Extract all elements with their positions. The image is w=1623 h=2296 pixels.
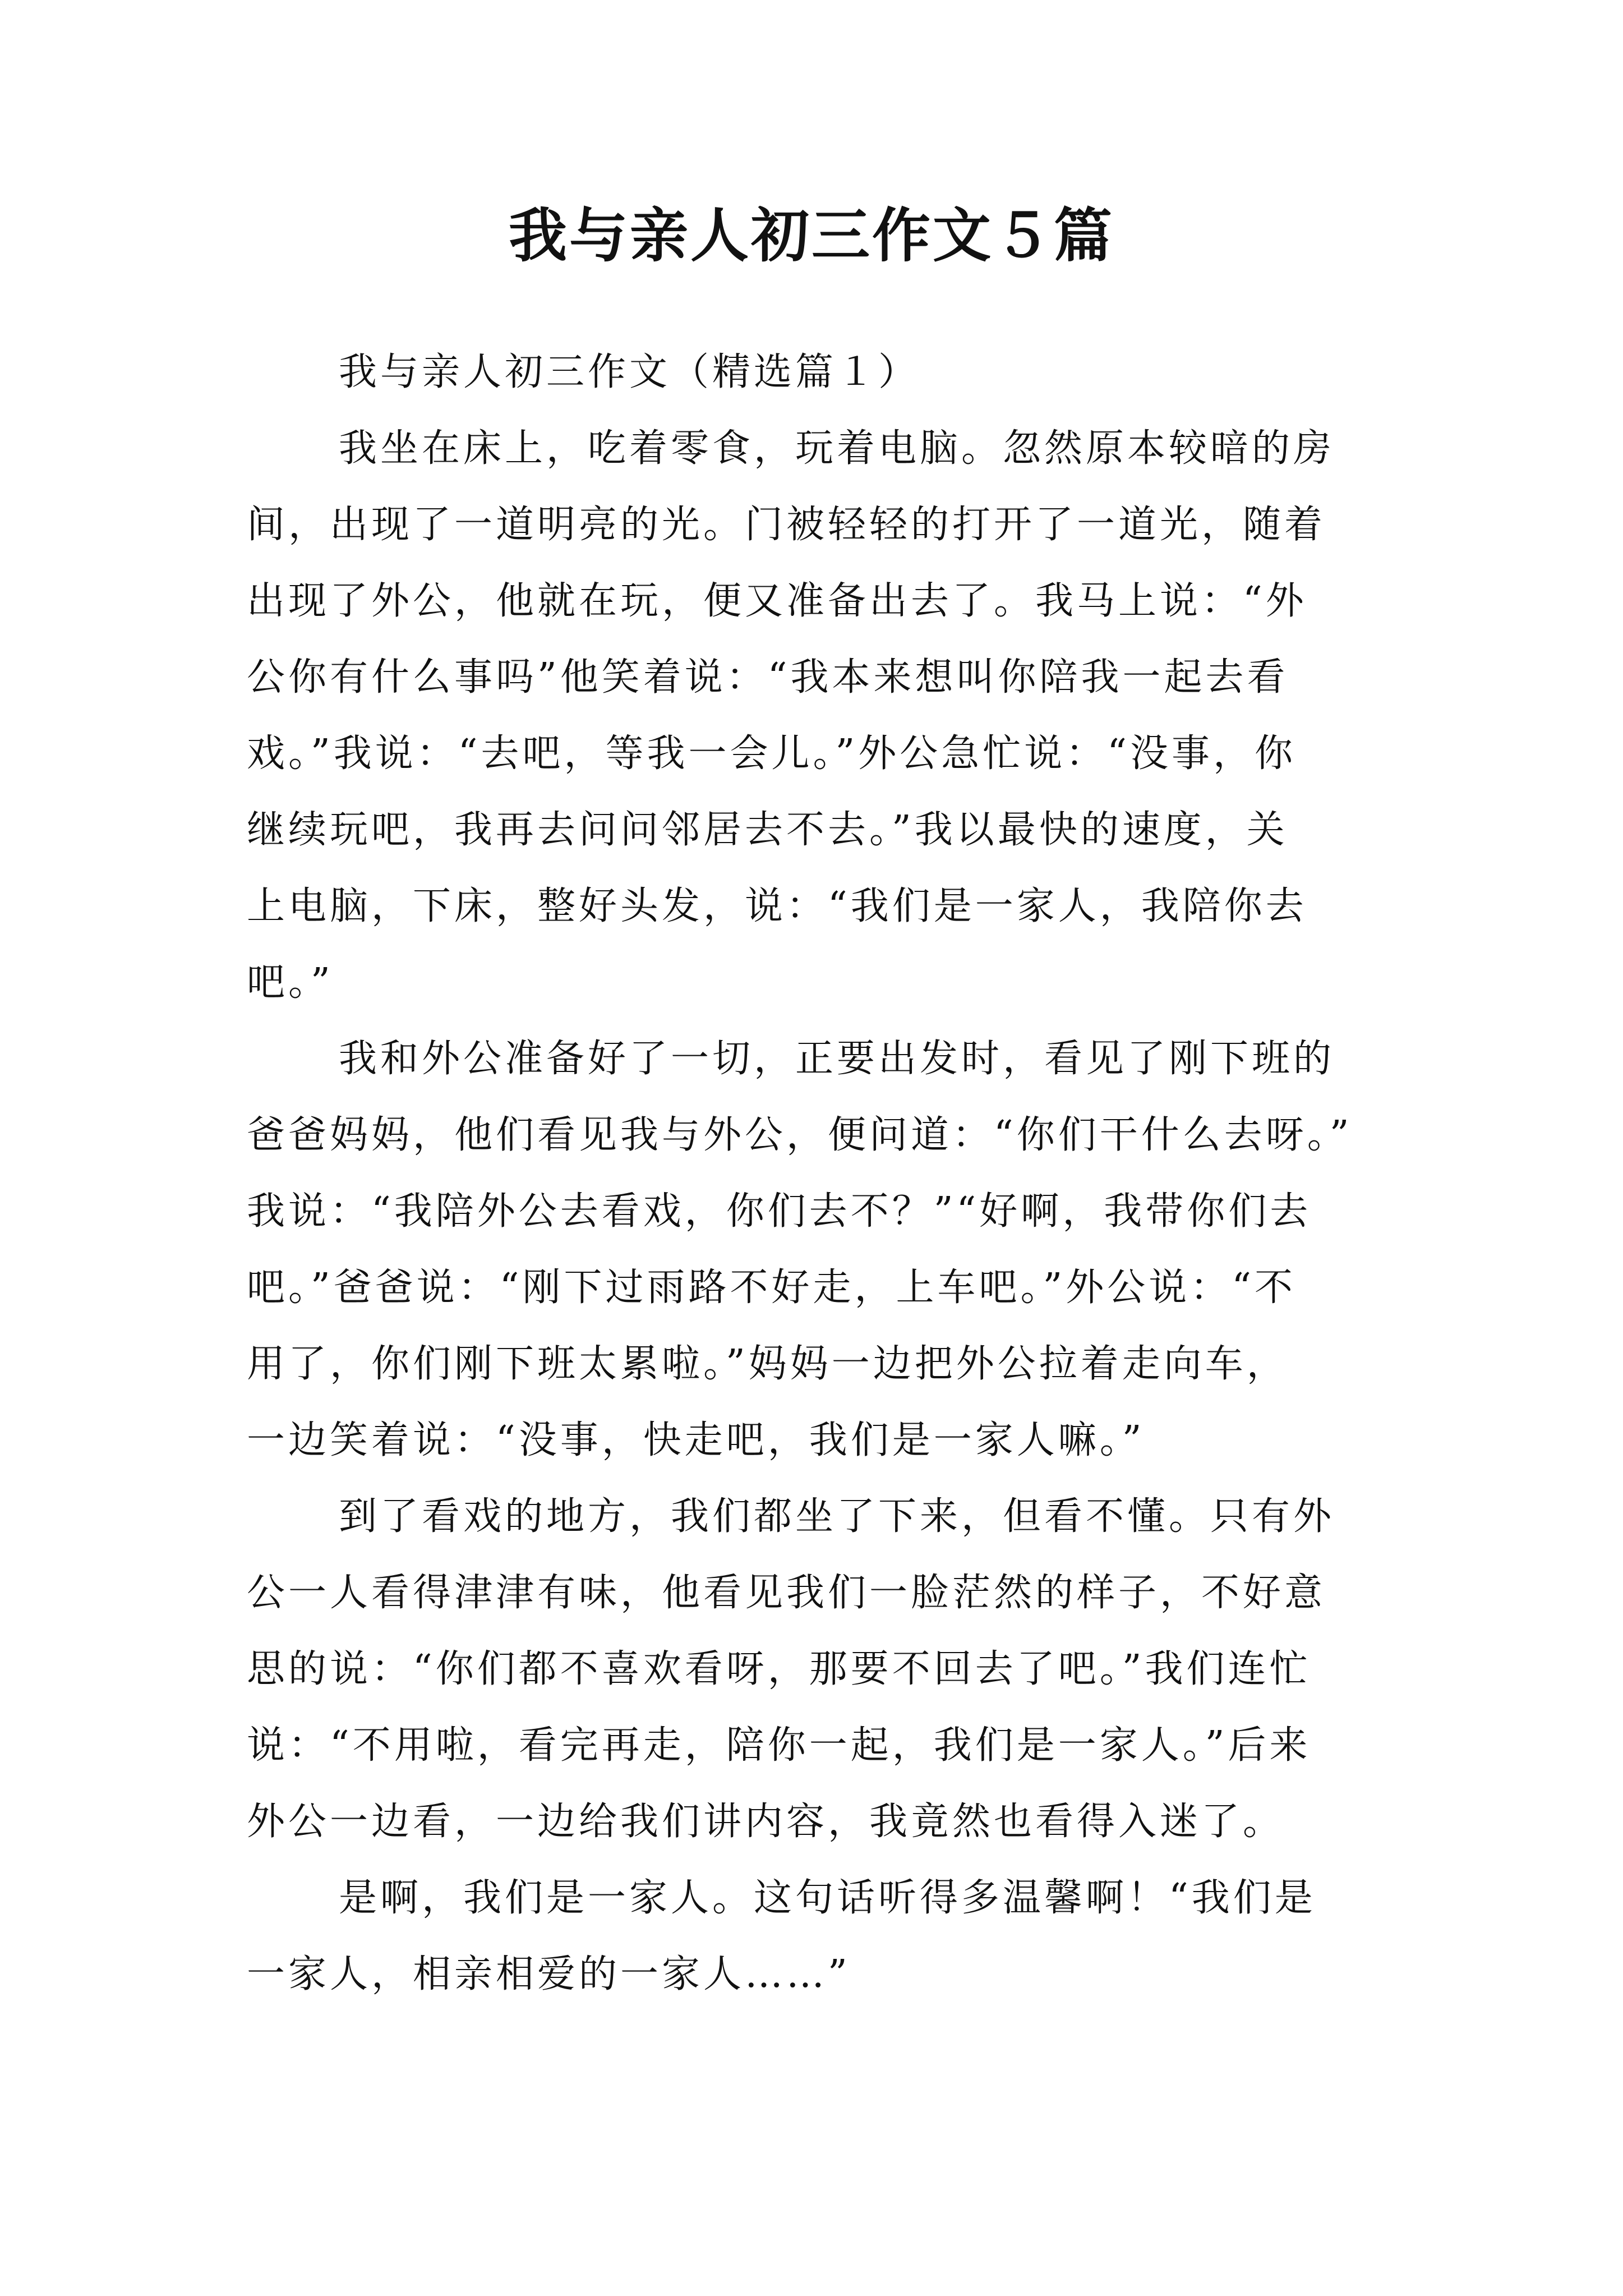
paragraph-4 bbox=[247, 1860, 1391, 2013]
paragraph-2 bbox=[247, 1021, 1391, 1479]
paragraph-line: 吧。” bbox=[247, 960, 334, 1005]
paragraph-line: 我坐在床上，吃着零食，玩着电脑。忽然原本较暗的房 bbox=[339, 426, 1335, 471]
paragraph-line: 我和外公准备好了一切，正要出发时，看见了刚下班的 bbox=[339, 1037, 1335, 1081]
paragraph-line: 公一人看得津津有味，他看见我们一脸茫然的样子，不好意 bbox=[247, 1571, 1326, 1615]
paragraph-3 bbox=[247, 1479, 1391, 1860]
paragraph-line: 用了，你们刚下班太累啦。”妈妈一边把外公拉着走向车， bbox=[247, 1342, 1288, 1386]
paragraph-line: 吧。”爸爸说：“刚下过雨路不好走，上车吧。”外公说：“不 bbox=[247, 1266, 1297, 1310]
paragraph-line: 戏。”我说：“去吧，等我一会儿。”外公急忙说：“没事，你 bbox=[247, 731, 1297, 776]
paragraph-line: 说：“不用啦，看完再走，陪你一起，我们是一家人。”后来 bbox=[247, 1723, 1311, 1768]
paragraph-line: 公你有什么事吗”他笑着说：“我本来想叫你陪我一起去看 bbox=[247, 655, 1289, 700]
paragraph-line: 上电脑，下床，整好头发，说：“我们是一家人，我陪你去 bbox=[247, 884, 1307, 928]
document-title: 我与亲人初三作文５篇 bbox=[508, 201, 1114, 270]
section-title: 我与亲人初三作文（精选篇１） bbox=[339, 350, 920, 394]
paragraph-line: 间，出现了一道明亮的光。门被轻轻的打开了一道光，随着 bbox=[247, 503, 1326, 547]
paragraph-line: 继续玩吧，我再去问问邻居去不去。”我以最快的速度，关 bbox=[247, 808, 1288, 852]
paragraph-line: 一家人，相亲相爱的一家人……” bbox=[247, 1952, 851, 1996]
paragraph-1 bbox=[247, 411, 1391, 1021]
paragraph-line: 思的说：“你们都不喜欢看呀，那要不回去了吧。”我们连忙 bbox=[247, 1647, 1311, 1691]
paragraph-line: 出现了外公，他就在玩，便又准备出去了。我马上说：“外 bbox=[247, 579, 1307, 623]
paragraph-line: 我说：“我陪外公去看戏，你们去不？”“好啊，我带你们去 bbox=[247, 1189, 1312, 1234]
paragraph-line: 外公一边看，一边给我们讲内容，我竟然也看得入迷了。 bbox=[247, 1800, 1285, 1844]
paragraph-line: 一边笑着说：“没事，快走吧，我们是一家人嘛。” bbox=[247, 1418, 1145, 1462]
paragraph-line: 爸爸妈妈，他们看见我与外公，便问道：“你们干什么去呀。” bbox=[247, 1113, 1353, 1157]
paragraph-line: 到了看戏的地方，我们都坐了下来，但看不懂。只有外 bbox=[339, 1494, 1335, 1539]
document-body bbox=[247, 334, 1391, 2013]
paragraph-line: 是啊，我们是一家人。这句话听得多温馨啊！“我们是 bbox=[339, 1876, 1316, 1920]
